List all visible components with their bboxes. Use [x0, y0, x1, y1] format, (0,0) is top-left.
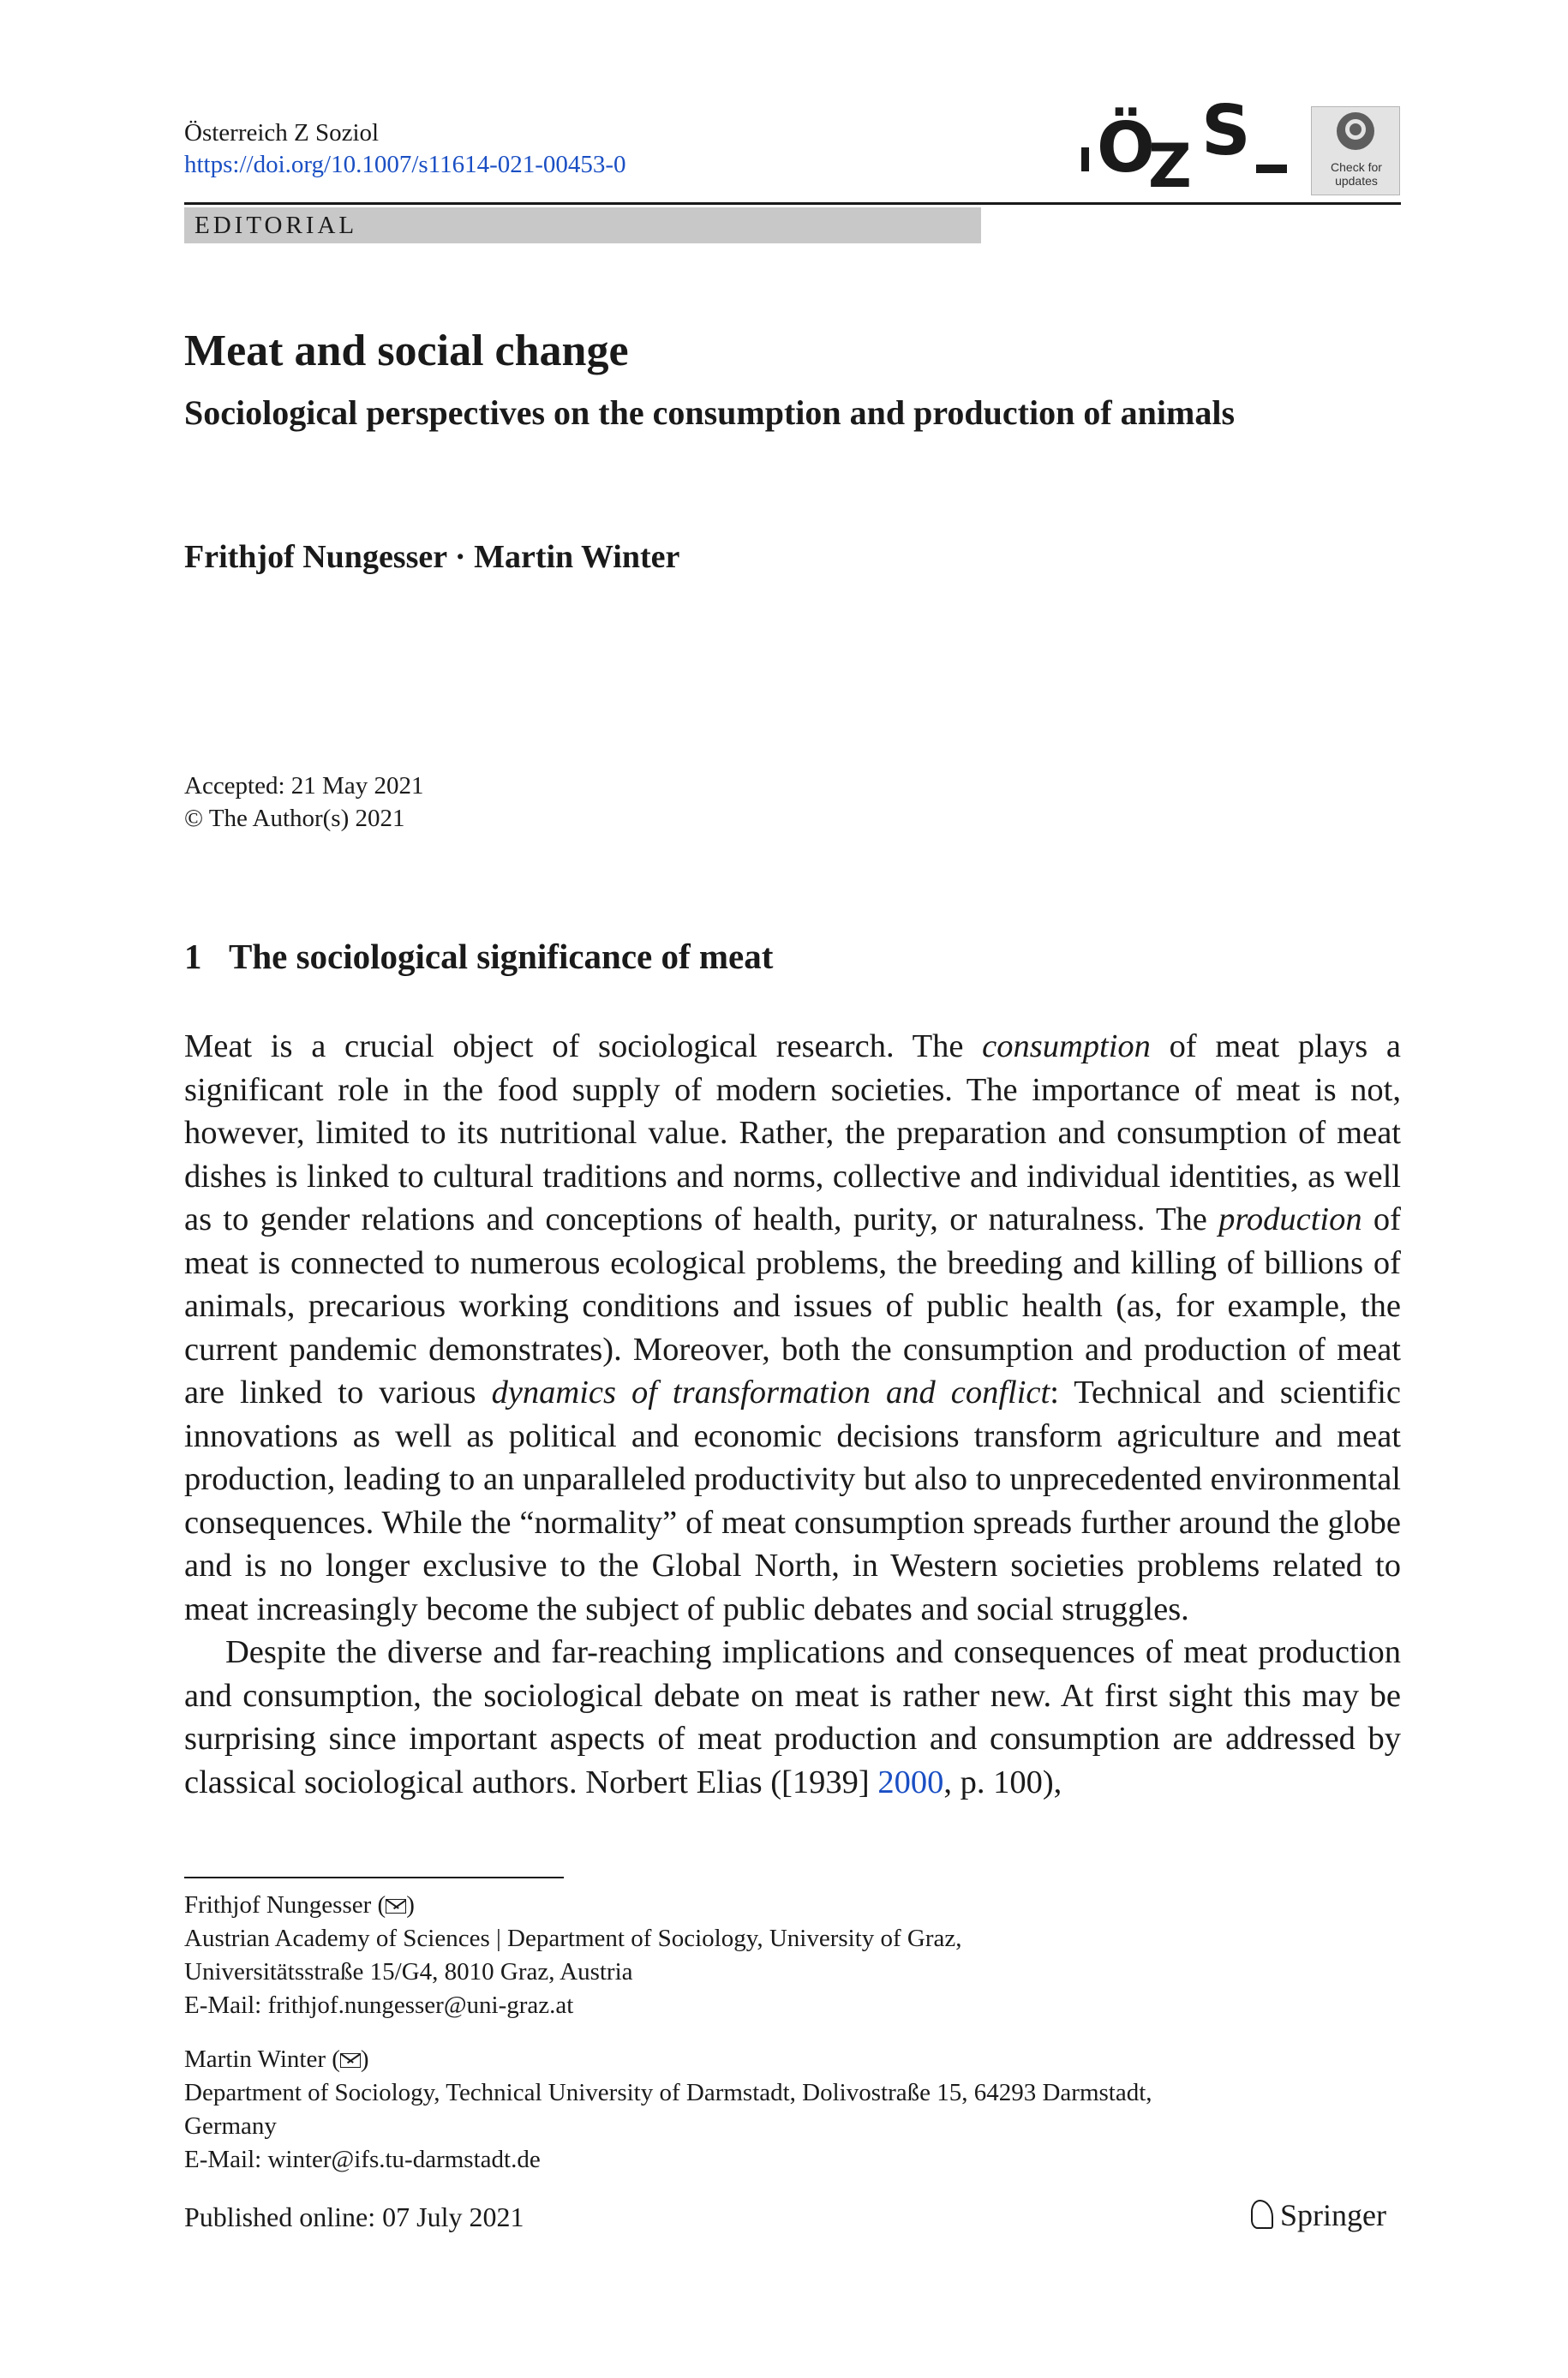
emphasis-production: production — [1218, 1201, 1362, 1237]
author2-email[interactable]: E-Mail: winter@ifs.tu-darmstadt.de — [184, 2146, 541, 2173]
check-for-updates-badge[interactable] — [1311, 106, 1400, 195]
doi-link[interactable]: https://doi.org/10.1007/s11614-021-00453-0 — [184, 151, 626, 178]
footnote-rule — [184, 1877, 564, 1878]
author1-name: Frithjof Nungesser ( — [184, 1891, 386, 1919]
emphasis-consumption: consumption — [982, 1028, 1151, 1064]
article-title: Meat and social change — [184, 326, 629, 375]
citation-link-2000[interactable]: 2000 — [877, 1764, 944, 1800]
logo-letter-z: Z — [1148, 131, 1192, 201]
author2-aff2: Germany — [184, 2112, 277, 2140]
body-text — [184, 1025, 1401, 1804]
author1-email[interactable]: E-Mail: frithjof.nungesser@uni-graz.at — [184, 1992, 574, 2019]
paragraph-1 — [184, 1025, 1401, 1631]
envelope-icon[interactable] — [386, 1899, 406, 1914]
author2-aff1: Department of Sociology, Technical University of Darmstadt, Dolivostraße 15, 64293 Darmstadt, — [184, 2079, 1152, 2106]
text-run: , p. 100), — [943, 1764, 1062, 1800]
ozs-logo — [1081, 91, 1296, 201]
author2-affiliation — [184, 2043, 1401, 2177]
logo-letter-s: S — [1201, 91, 1251, 171]
text-run: : Technical and scientific innovations as well as political and economic decisions transform agriculture and meat production, leading to an unparalleled productivity but also to unprecedented environmental consequences. While the “normality” of meat consumption spreads further around the globe and is no longer exclusive to the Global North, in Western societies problems related to meat increasingly become the subject of public debates and social struggles. — [184, 1375, 1401, 1627]
article-subtitle: Sociological perspectives on the consumption and production of animals — [184, 393, 1236, 432]
paren-close: ) — [406, 1891, 415, 1919]
publisher-logo — [1251, 2195, 1386, 2235]
header-rule — [184, 202, 1401, 205]
springer-horse-icon — [1251, 2200, 1273, 2229]
author1-aff1: Austrian Academy of Sciences | Department of Sociology, University of Graz, — [184, 1925, 962, 1952]
author2-name: Martin Winter ( — [184, 2046, 340, 2073]
article-meta — [184, 770, 423, 835]
paragraph-2 — [184, 1631, 1401, 1804]
envelope-icon[interactable] — [340, 2053, 361, 2068]
text-run: of meat plays a significant role in the food supply of modern societies. The importance of meat is not, however, limited to its nutritional value. Rather, the preparation and consumption of meat dishes is linked to cultural traditions and norms, collective and individual identities, as well as to gender relations and conceptions of health, purity, or naturalness. The — [184, 1028, 1401, 1237]
category-label: EDITORIAL — [184, 207, 981, 243]
text-run: Despite the diverse and far-reaching implications and consequences of meat production and consumption, the sociological debate on meat is rather new. At first sight this may be surprising since important aspects of meat production and consumption are addressed by classical sociological authors. Norbert Elias ([1939] — [184, 1634, 1401, 1800]
section-number: 1 — [184, 937, 202, 976]
accepted-date: Accepted: 21 May 2021 — [184, 772, 424, 800]
check-updates-icon — [1337, 112, 1374, 150]
text-run: Meat is a crucial object of sociological research. The — [184, 1028, 983, 1064]
text-run: of meat is connected to numerous ecological problems, the breeding and killing of billions of animals, precarious working conditions and issues of public health (as, for example, the current pandemic demonstrates). Moreover, both the consumption and production of meat are linked to various — [184, 1201, 1401, 1411]
section-heading — [184, 934, 773, 979]
check-updates-line2: updates — [1335, 174, 1378, 188]
journal-name: Österreich Z Soziol — [184, 119, 380, 147]
logo-bar-right — [1256, 165, 1287, 173]
author1-aff2: Universitätsstraße 15/G4, 8010 Graz, Austria — [184, 1958, 633, 1986]
article-authors: Frithjof Nungesser · Martin Winter — [184, 539, 680, 575]
published-date: Published online: 07 July 2021 — [184, 2201, 524, 2232]
publisher-name: Springer — [1280, 2198, 1386, 2232]
logo-bar-left — [1081, 147, 1089, 171]
logo-letter-o: Ö — [1097, 108, 1156, 188]
author2-name-line — [184, 2043, 1401, 2076]
copyright: © The Author(s) 2021 — [184, 805, 405, 832]
check-updates-line1: Check for — [1331, 160, 1382, 174]
author1-name-line — [184, 1889, 1401, 1922]
emphasis-dynamics: dynamics of transformation and conflict — [491, 1375, 1050, 1411]
section-title: The sociological significance of meat — [229, 937, 774, 976]
author1-affiliation — [184, 1889, 1401, 2022]
paren-close: ) — [360, 2046, 369, 2073]
